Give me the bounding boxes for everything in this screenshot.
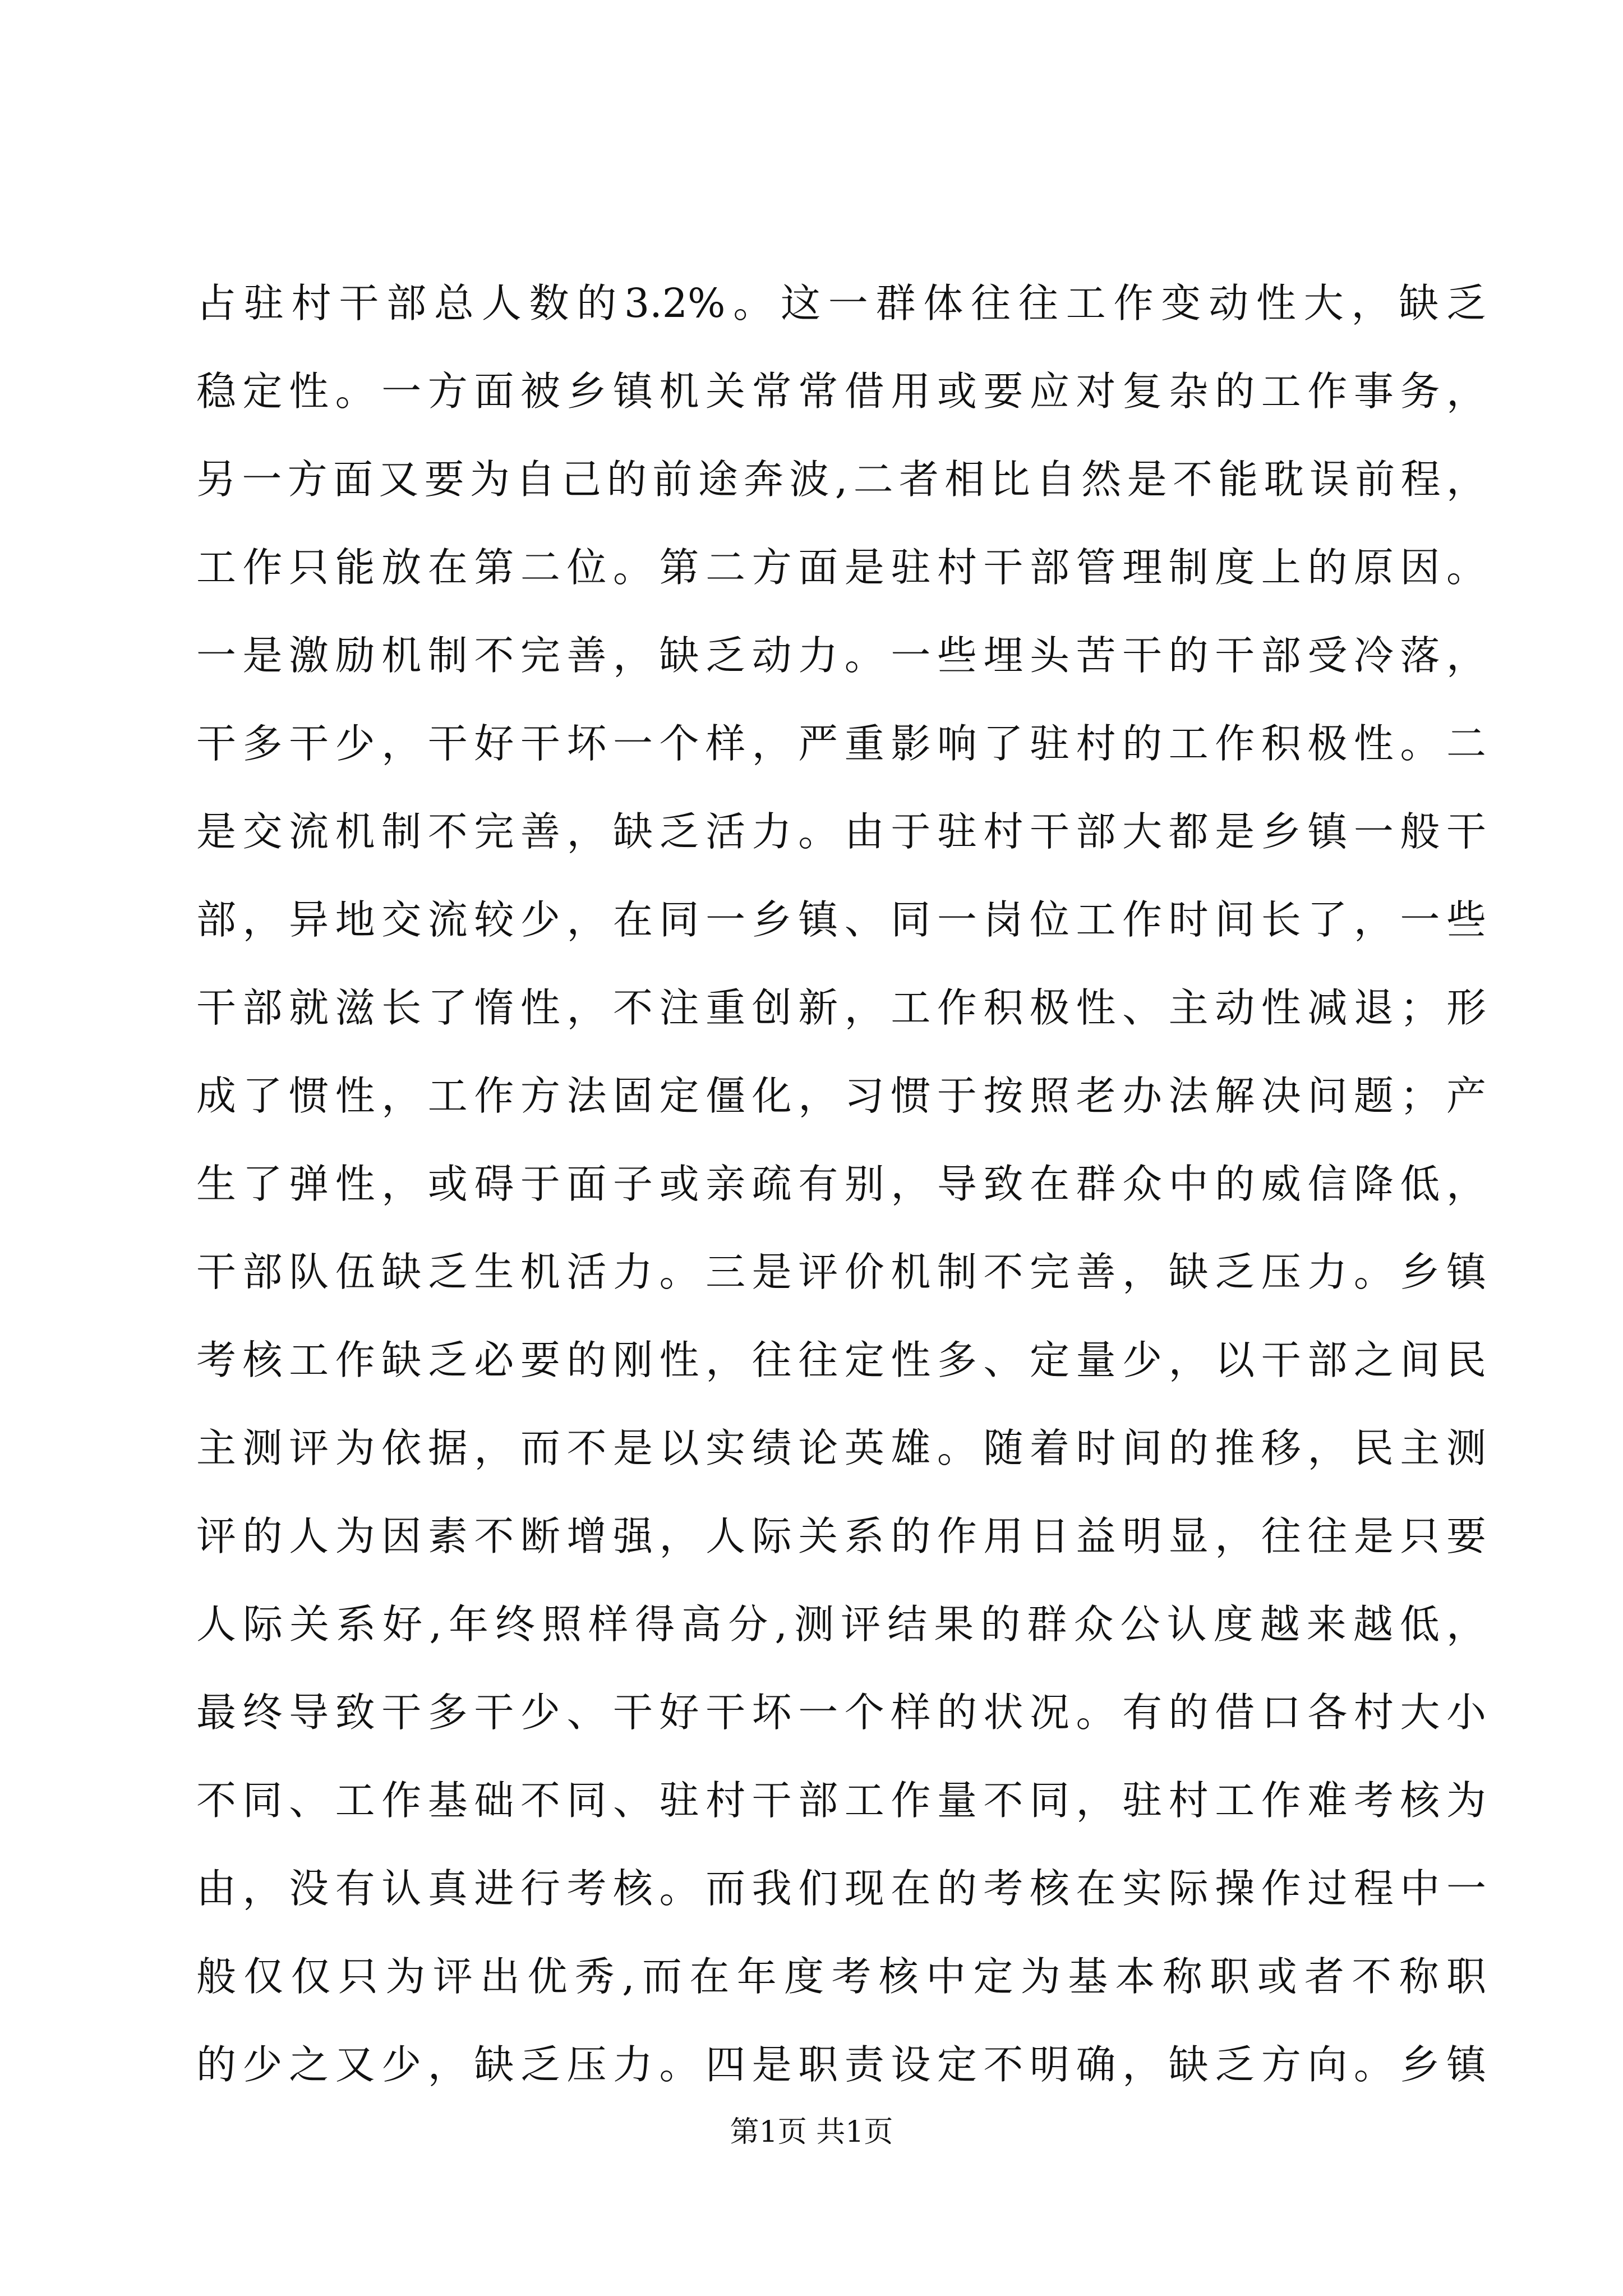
text-line: 占驻村干部总人数的3.2%。这一群体往往工作变动性大，缺乏 [196,280,1486,326]
text-line: 是交流机制不完善，缺乏活力。由于驻村干部大都是乡镇一般干 [196,808,1486,855]
text-line: 最终导致干多干少、干好干坏一个样的状况。有的借口各村大小 [196,1689,1486,1736]
text-line: 干部队伍缺乏生机活力。三是评价机制不完善，缺乏压力。乡镇 [196,1249,1486,1295]
text-line: 稳定性。一方面被乡镇机关常常借用或要应对复杂的工作事务， [196,368,1486,415]
text-line: 干部就滋长了惰性，不注重创新，工作积极性、主动性减退；形 [196,984,1486,1031]
text-line: 考核工作缺乏必要的刚性，往往定性多、定量少，以干部之间民 [196,1337,1486,1383]
text-line: 成了惯性，工作方法固定僵化，习惯于按照老办法解决问题；产 [196,1073,1486,1119]
page-number-footer: 第1页 共1页 [730,2115,893,2149]
text-line: 一是激励机制不完善，缺乏动力。一些埋头苦干的干部受冷落， [196,632,1486,679]
text-line: 的少之又少，缺乏压力。四是职责设定不明确，缺乏方向。乡镇 [196,2041,1486,2088]
text-line: 般仅仅只为评出优秀,而在年度考核中定为基本称职或者不称职 [196,1953,1486,2000]
text-line: 评的人为因素不断增强，人际关系的作用日益明显，往往是只要 [196,1513,1486,1559]
text-line: 由，没有认真进行考核。而我们现在的考核在实际操作过程中一 [196,1865,1486,1912]
text-line: 干多干少，干好干坏一个样，严重影响了驻村的工作积极性。二 [196,720,1486,767]
body-text [196,259,1486,2109]
text-line: 主测评为依据，而不是以实绩论英雄。随着时间的推移，民主测 [196,1425,1486,1471]
text-line: 不同、工作基础不同、驻村干部工作量不同，驻村工作难考核为 [196,1777,1486,1824]
text-line: 工作只能放在第二位。第二方面是驻村干部管理制度上的原因。 [196,544,1486,591]
text-line: 另一方面又要为自己的前途奔波,二者相比自然是不能耽误前程， [196,456,1486,503]
text-line: 部，异地交流较少，在同一乡镇、同一岗位工作时间长了，一些 [196,896,1486,943]
text-line: 人际关系好,年终照样得高分,测评结果的群众公认度越来越低， [196,1601,1486,1648]
text-line: 生了弹性，或碍于面子或亲疏有别，导致在群众中的威信降低， [196,1161,1486,1207]
